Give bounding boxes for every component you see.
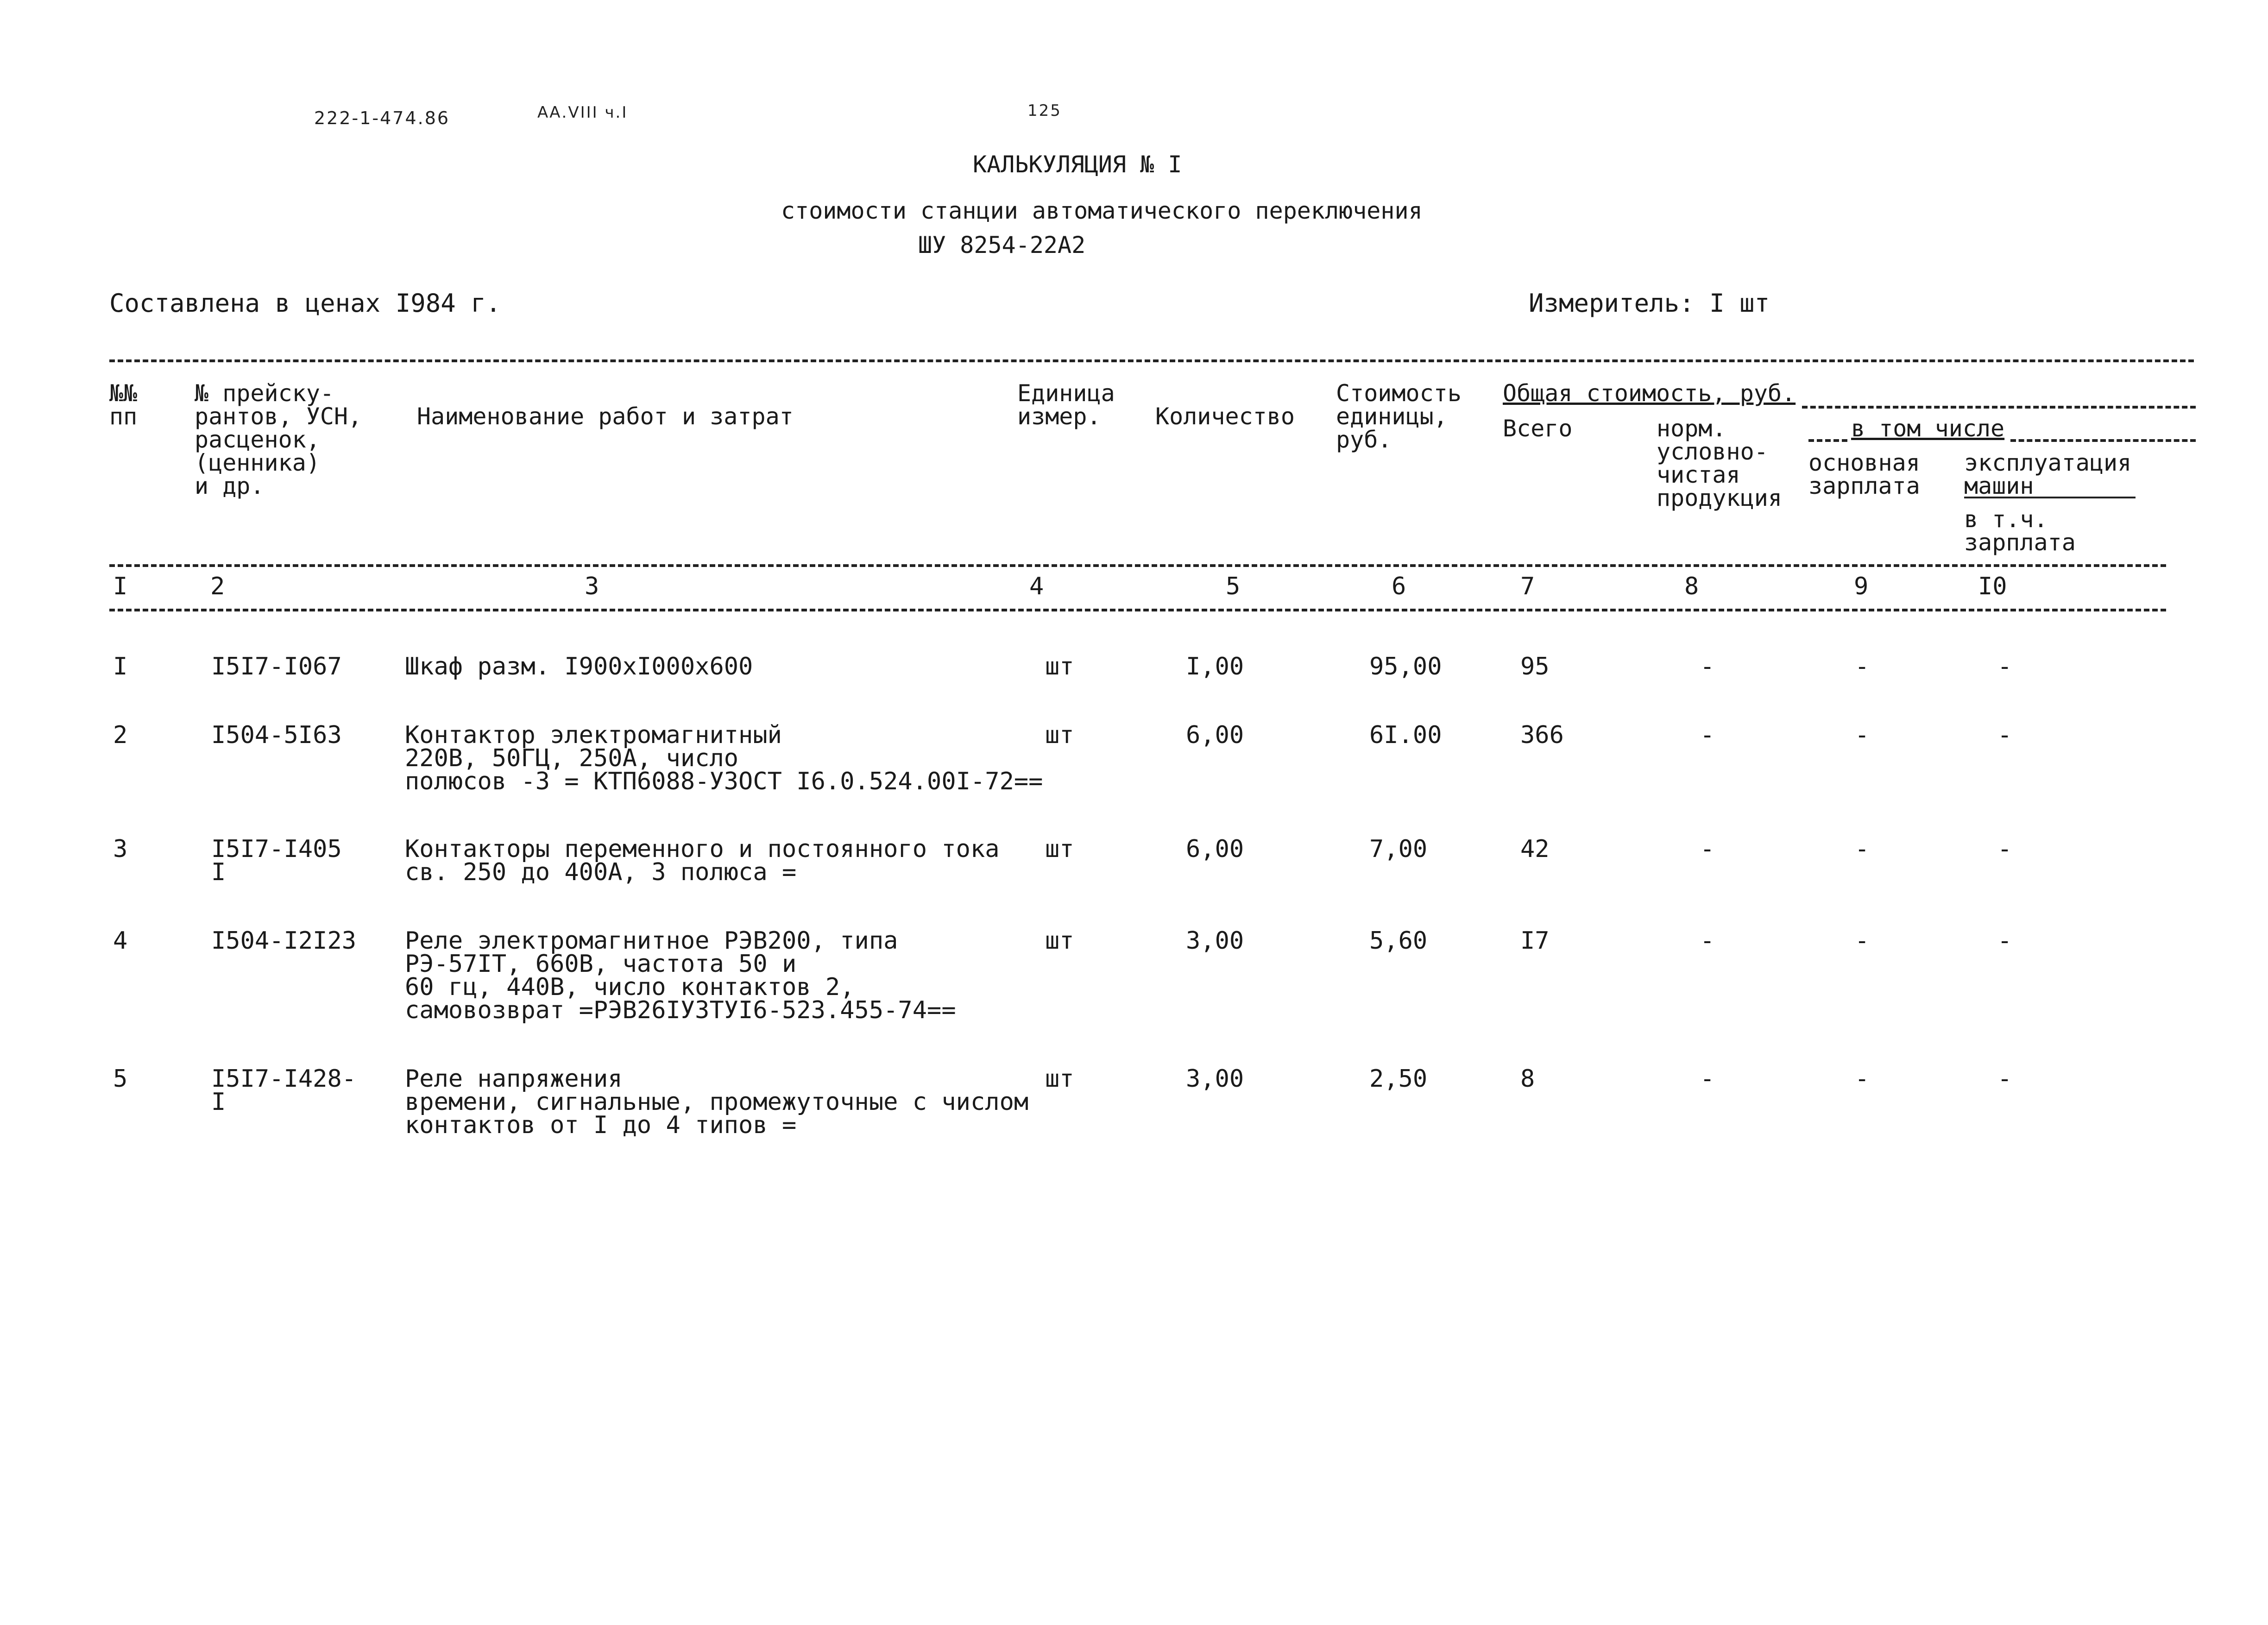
price-list-code: I5I7-I428- I [211, 1065, 357, 1116]
norm-net-product: - [1700, 653, 1715, 680]
machine-operation: - [1997, 927, 2012, 955]
work-name: Реле напряжения времени, сигнальные, промежуточные с числом контактов от I до 4 типов = [405, 1065, 1029, 1139]
table-top-rule [109, 359, 2194, 362]
column-number-10: I0 [1978, 573, 2007, 600]
column-number-2: 2 [210, 573, 225, 600]
unit: шт [1045, 653, 1074, 680]
unit-price: 5,60 [1369, 927, 1428, 955]
unit-price: 7,00 [1369, 835, 1428, 863]
work-name: Контакторы переменного и постоянного тока св. 250 до 400А, 3 полюса = [405, 835, 1000, 886]
column-number-4: 4 [1029, 573, 1044, 600]
header-including-rule-left [1808, 439, 1847, 442]
header-row-number: №№ пп [109, 380, 138, 430]
row-number: 4 [113, 927, 128, 955]
work-name: Шкаф разм. I900хI000х600 [405, 653, 753, 680]
base-salary: - [1855, 721, 1870, 749]
row-number: 3 [113, 835, 128, 863]
norm-net-product: - [1700, 721, 1715, 749]
price-list-code: I504-I2I23 [211, 927, 357, 955]
header-price-list-reference: № прейску- рантов, УСН, расценок, (ценника) и др. [195, 380, 362, 499]
document-subtitle: стоимости станции автоматического переключения [781, 197, 1423, 224]
machine-operation: - [1997, 1065, 2012, 1093]
header-work-name: Наименование работ и затрат [417, 403, 794, 430]
header-quantity: Количество [1155, 403, 1295, 430]
row-number: 5 [113, 1065, 128, 1093]
total: 8 [1520, 1065, 1535, 1093]
header-machine-rule [1964, 497, 2136, 498]
document-title: КАЛЬКУЛЯЦИЯ № I [973, 151, 1182, 178]
unit: шт [1045, 835, 1074, 863]
column-number-8: 8 [1684, 573, 1699, 600]
total: 95 [1520, 653, 1550, 680]
work-name: Реле электромагнитное РЭВ200, типа РЭ-57IТ, 660В, частота 50 и 60 гц, 440В, число контактов 2, самовозврат =РЭВ26IУ3ТУI6-523.455-74== [405, 927, 956, 1024]
header-total: Всего [1503, 415, 1573, 442]
unit: шт [1045, 1065, 1074, 1093]
header-base-salary: основная зарплата [1808, 449, 1920, 499]
quantity: 3,00 [1186, 927, 1244, 955]
document-code: 222-1-474.86 [314, 108, 450, 128]
machine-operation: - [1997, 721, 2012, 749]
album-reference: АА.VIII ч.I [537, 103, 628, 122]
quantity: 6,00 [1186, 721, 1244, 749]
header-total-cost-group: Общая стоимость, руб. [1503, 380, 1796, 407]
header-unit: Единица измер. [1017, 380, 1115, 430]
measurement-unit: Измеритель: I шт [1529, 289, 1770, 318]
price-list-code: I5I7-I405 I [211, 835, 342, 886]
machine-operation: - [1997, 653, 2012, 680]
price-list-code: I5I7-I067 [211, 653, 342, 680]
total: 42 [1520, 835, 1550, 863]
price-basis: Составлена в ценах I984 г. [109, 289, 501, 318]
header-unit-cost: Стоимость единицы, руб. [1336, 380, 1462, 453]
norm-net-product: - [1700, 835, 1715, 863]
header-including-rule-right [2010, 439, 2196, 442]
total: 366 [1520, 721, 1564, 749]
header-machine-operation: эксплуатация машин [1964, 449, 2132, 499]
column-number-1: I [113, 573, 128, 600]
unit-price: 95,00 [1369, 653, 1442, 680]
quantity: 6,00 [1186, 835, 1244, 863]
price-list-code: I504-5I63 [211, 721, 342, 749]
row-number: 2 [113, 721, 128, 749]
column-number-5: 5 [1226, 573, 1241, 600]
unit-price: 6I.00 [1369, 721, 1442, 749]
header-total-cost-rule [1802, 406, 2196, 409]
machine-operation: - [1997, 835, 2012, 863]
base-salary: - [1855, 927, 1870, 955]
column-numbers-bottom-rule [109, 609, 2166, 611]
quantity: I,00 [1186, 653, 1244, 680]
header-bottom-rule [109, 564, 2166, 567]
base-salary: - [1855, 653, 1870, 680]
norm-net-product: - [1700, 1065, 1715, 1093]
column-number-6: 6 [1392, 573, 1406, 600]
base-salary: - [1855, 835, 1870, 863]
work-name: Контактор электромагнитный 220В, 50ГЦ, 250А, число полюсов -3 = КТП6088-У3ОСТ I6.0.524.00I-72== [405, 721, 1043, 795]
column-number-7: 7 [1520, 573, 1535, 600]
column-number-9: 9 [1854, 573, 1869, 600]
equipment-designation: ШУ 8254-22А2 [918, 232, 1086, 258]
header-norm-net-product: норм. условно- чистая продукция [1657, 415, 1782, 511]
unit-price: 2,50 [1369, 1065, 1428, 1093]
column-number-3: 3 [585, 573, 599, 600]
unit: шт [1045, 927, 1074, 955]
header-including-salary: в т.ч. зарплата [1964, 506, 2076, 556]
unit: шт [1045, 721, 1074, 749]
header-including: в том числе [1851, 415, 2005, 442]
norm-net-product: - [1700, 927, 1715, 955]
page-number: 125 [1027, 101, 1062, 120]
quantity: 3,00 [1186, 1065, 1244, 1093]
row-number: I [113, 653, 128, 680]
base-salary: - [1855, 1065, 1870, 1093]
total: I7 [1520, 927, 1550, 955]
